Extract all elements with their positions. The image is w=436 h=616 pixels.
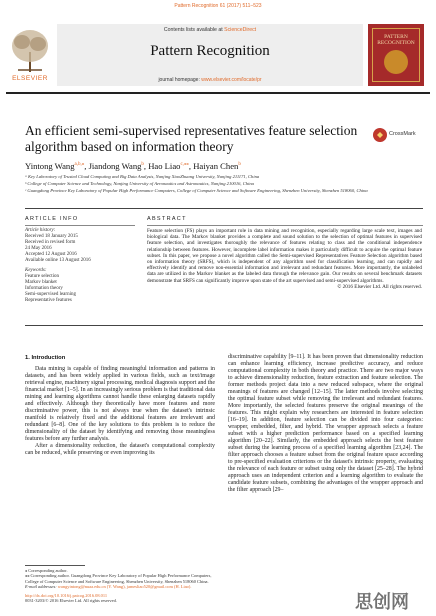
footnotes [25,568,215,589]
sciencedirect-link[interactable]: ScienceDirect [224,27,257,33]
homepage-prefix: journal homepage: [158,77,202,83]
footnote: ⁎⁎ Corresponding author. Guangdong Province Key Laboratory of Popular High Performance Computers, College of Computer Science and Software Engineering, Shenzhen University, Shenzhen 518060 China. [25,573,212,584]
history-item: 24 May 2016 [25,246,52,251]
cover-emblem-icon [384,50,408,74]
email-footnote [25,584,215,589]
history-item: Received in revised form [25,240,76,245]
affiliation: ᶜ Guangdong Province Key Laboratory of Popular High Performance Computers, College of Computer Science and Software Engineering, Shenzhen University, Shenzhen 518060, China [25,188,368,193]
abstract-text: Feature selection (FS) plays an important role in data mining and recognition, especially regarding large scale text, images and biological data. The Markov blanket provides a complete and sound solution to the selection of optimal features in supervised feature selection, and investigates thoroughly the relevance of features relating to class and the conditional independence relationship between features. However, incomplete label information makes it particularly difficult to acquire the optimal feature subset. In this paper, we propose a novel algorithm called the Semi-supervised Representatives Feature Selection algorithm based on information theory (SRFS), which is independent of any algorithm used for classification learning, and can rapidly and effectively identify and remove non-essential information and irrelevant and redundant features. More importantly, the unlabeled data are utilized in the Markov blanket as the labeled data through the relevance gain. Our results on several benchmark datasets demonstrate that SRFS can significantly improve upon state of the art supervised and semi-supervised algorithms. [147,228,422,284]
author-affil-mark: a,b,⁎ [74,162,85,168]
affiliation: ᵃ Key Laboratory of Trusted Cloud Computing and Big Data Analysis, Nanjing XiaoZhuang University, Nanjing 211171, China [25,174,260,179]
contents-prefix: Contents lists available at [163,27,225,33]
keyword: Representative features [25,298,72,303]
section-heading-introduction: 1. Introduction [25,355,66,361]
author-list: Yintong Wang$^{a,b,⁎}$, Jiandong Wang$^b$, Hao Liao$^{c,⁎⁎}$, Haiyan Chen$^b$ [25,161,241,171]
abstract-copyright: © 2016 Elsevier Ltd. All rights reserved. [337,283,422,290]
affiliation: ᵇ College of Computer Science and Technology, Nanjing University of Aeronautics and Astronautics, Nanjing 210016, China [25,181,254,186]
issn-line: 0031-3203/© 2016 Elsevier Ltd. All rights reserved. [25,598,117,604]
footnote-rule [25,565,85,566]
article-info-heading: ARTICLE INFO [25,216,79,222]
article-info-rule [25,225,135,226]
homepage-line [57,77,363,83]
author-name[interactable]: Yintong Wang [25,161,75,171]
paragraph: discriminative capability [9–11]. It has been proven that dimensionality reduction can enhance learning efficiency, increase predictive accuracy, and reduce computational complexity in both theory and practice. There are two major ways to achieve dimensionality reduction, feature extraction and feature selection. The former methods project data into a new reduced subspace, where the original meanings of features are changed [12–15]. The latter methods involve selecting the optimal feature subset while removing the irrelevant and redundant features. More importantly, the selected features preserve the original meanings of the features. This might explain why researchers are interested in feature selection [16–19]. In addition, feature selection can be divided into four categories: wrapper, embedded, filter, and hybrid. The wrapper approach selects a feature subset with a higher prediction performance based on a specified learning algorithm [20–22]. Similarly, the embedded approach selects the best feature subset during the learning process of a specified learning algorithm [23,24]. The filter approach chooses a feature subset from the original feature space according to pre-specified evaluation criterions or the dataset's intrinsic property, evaluating the relevance of each feature or subset using only the dataset [25–28]. The hybrid approach uses an independent criterion and a learning algorithm to evaluate the candidate feature subsets, combining the advantages of the wrapper approach and the filter approach [29– [228,354,423,493]
journal-reference: Pattern Recognition 61 (2017) 511–523 [174,3,262,9]
homepage-link[interactable]: www.elsevier.com/locate/pr [201,77,262,83]
keyword: Semi-supervised learning [25,292,76,297]
history-item: Accepted 12 August 2016 [25,252,77,257]
elsevier-logo [6,22,54,84]
keyword: Information theory [25,286,63,291]
author-affil-mark: b [238,162,241,168]
abstract-body [147,228,422,290]
contents-line [57,27,363,33]
header-rule [6,92,430,94]
author-name[interactable]: Haiyan Chen [193,161,239,171]
author-affil-mark: b [141,162,144,168]
footnote: ⁎ Corresponding author. [25,568,68,573]
author-affil-mark: c,⁎⁎ [180,162,189,168]
body-column-left [25,366,215,457]
section-rule [25,208,423,209]
section-rule [25,325,423,326]
paper-title: An efficient semi-supervised representatives feature selection algorithm based on information theory [25,123,358,154]
cover-title: PATTERN RECOGNITION [377,34,415,46]
body-column-right [228,354,423,494]
doi-link[interactable]: http://dx.doi.org/10.1016/j.patcog.2016.08.011 [25,593,108,598]
crossmark-icon[interactable] [373,128,387,142]
paragraph: Data mining is capable of finding meaningful information and patterns in datasets, and has been widely applied in various fields, such as text/image retrieval engine, machinery signal processing, medical diagnosis support and the financial market [1–5]. In an increasingly serious problem is that traditional data mining and learning algorithms cannot handle these enlarging datasets rapidly and effectively. Although they theoretically have more features and more discriminative power, this is not always true when the dataset's intrinsic manifold is relatively fixed and the additional features are irrelevant and redundant [6–8]. One of the key solutions to this problem is to reduce the dimensionality of the dataset by identifying and removing those meaningless features before any further analysis. [25,366,215,442]
keyword: Markov blanket [25,280,57,285]
email-label: E-mail addresses: [25,583,58,589]
site-watermark: 思创网 [355,592,409,613]
journal-title: Pattern Recognition [150,43,270,59]
email-addresses[interactable]: wangyintong@nuaa.edu.cn (Y. Wang), jamesliao520@gmail.com (H. Liao). [57,583,192,589]
abstract-heading: ABSTRACT [147,216,187,222]
history-item: Received 18 January 2015 [25,234,78,239]
keyword: Feature selection [25,274,60,279]
crossmark-label[interactable]: CrossMark [389,131,416,137]
author-name[interactable]: Jiandong Wang [88,161,142,171]
history-label: Article history: [25,228,56,233]
abstract-rule [147,225,423,226]
publisher-name: ELSEVIER [12,75,48,82]
history-item: Available online 13 August 2016 [25,258,91,263]
keywords-label: Keywords: [25,268,47,273]
doi-block [25,593,245,604]
author-name[interactable]: Hao Liao [148,161,181,171]
paragraph: After a dimensionality reduction, the dataset's computational complexity can be reduced, while preserving or even improving its [25,443,215,456]
